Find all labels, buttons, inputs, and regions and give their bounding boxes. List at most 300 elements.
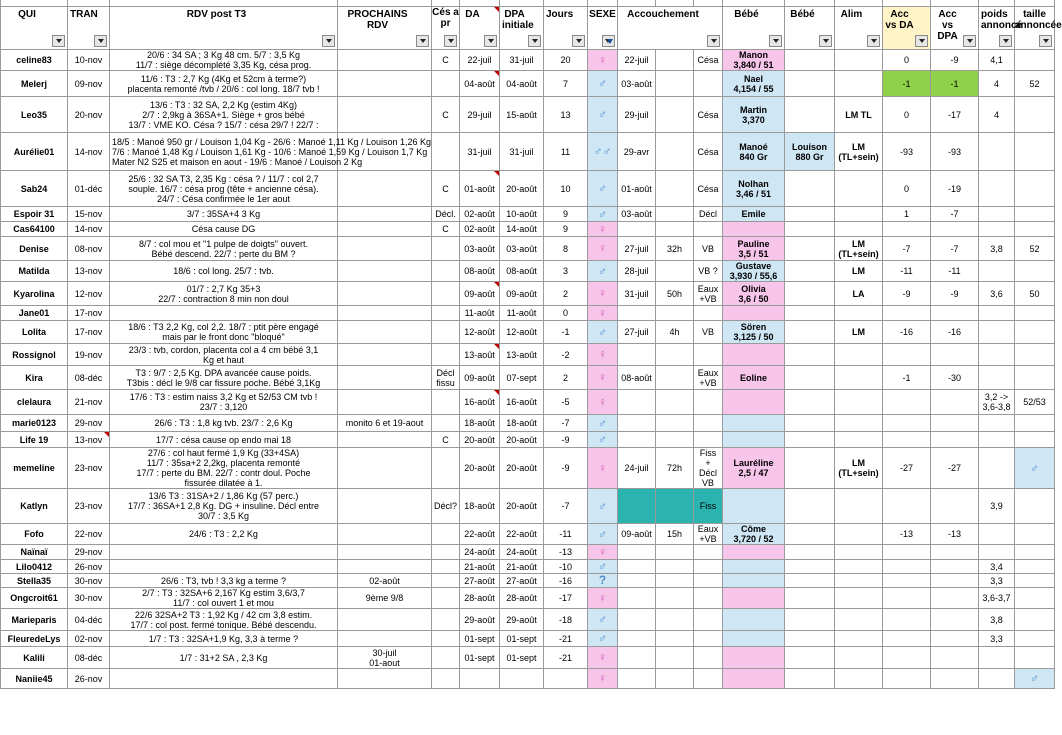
cell-qui[interactable]: Lilo0412 <box>1 560 68 574</box>
cell-jours[interactable]: -17 <box>544 588 588 609</box>
cell-prochains[interactable]: 30-juil 01-aout <box>338 647 432 669</box>
cell-da[interactable]: 31-juil <box>460 133 500 171</box>
cell-ces[interactable] <box>432 588 460 609</box>
cell-alim[interactable] <box>835 560 883 574</box>
cell-alim[interactable] <box>835 415 883 432</box>
cell-acc-type[interactable]: VB <box>694 321 723 344</box>
cell-poids[interactable]: 4 <box>979 97 1015 133</box>
cell-qui[interactable]: Ongcroit61 <box>1 588 68 609</box>
cell-da[interactable]: 13-août <box>460 344 500 366</box>
cell-poids[interactable]: 3,2 -> 3,6-3,8 <box>979 390 1015 415</box>
cell-acc-h[interactable]: 50h <box>656 282 694 306</box>
cell-prochains[interactable] <box>338 489 432 524</box>
cell-taille[interactable] <box>1015 560 1055 574</box>
cell-jours[interactable]: 7 <box>544 71 588 97</box>
cell-poids[interactable]: 3,9 <box>979 489 1015 524</box>
cell-tra[interactable]: 10-nov <box>68 50 110 71</box>
cell-bebe1[interactable] <box>723 432 785 448</box>
cell-jours[interactable]: -9 <box>544 432 588 448</box>
cell-bebe2[interactable] <box>785 588 835 609</box>
cell-taille[interactable]: 52/53 <box>1015 390 1055 415</box>
cell-acc-type[interactable]: Fiss + Décl VB <box>694 448 723 489</box>
cell-acc-h[interactable]: 32h <box>656 237 694 261</box>
cell-rdv[interactable] <box>110 545 338 560</box>
cell-alim[interactable] <box>835 631 883 647</box>
cell-acc-da[interactable]: 0 <box>883 171 931 207</box>
cell-bebe2[interactable] <box>785 237 835 261</box>
cell-acc-da[interactable] <box>883 560 931 574</box>
cell-rdv[interactable]: 13/6 : T3 : 32 SA, 2,2 Kg (estim 4Kg) 2/7 : 2,9kg à 36SA+1. Siège + gros bébé 13/7 : VME KO. Césa ? 15/7 : césa 29/7 ! 22/7 : <box>110 97 338 133</box>
cell-poids[interactable] <box>979 207 1015 222</box>
cell-tra[interactable]: 23-nov <box>68 489 110 524</box>
cell-sexe[interactable] <box>588 647 618 669</box>
cell-acc-da[interactable]: 0 <box>883 50 931 71</box>
cell-acc-date[interactable]: 27-juil <box>618 237 656 261</box>
cell-qui[interactable]: Aurélie01 <box>1 133 68 171</box>
cell-jours[interactable]: -21 <box>544 647 588 669</box>
cell-bebe1[interactable] <box>723 669 785 689</box>
cell-tra[interactable]: 29-nov <box>68 415 110 432</box>
cell-prochains[interactable] <box>338 609 432 631</box>
cell-rdv[interactable]: 18/5 : Manoé 950 gr / Louison 1,04 Kg - 26/6 : Manoé 1,11 Kg / Louison 1,26 Kg 7/6 : Manoé 1,48 Kg / Louison 1,61 Kg - 10/6 : Manoé 1,59 Kg / Louison 1,7 Kg Mater N2 S25 et maison en aout - 19/6 : Manoé / Louison 2 Kg <box>110 133 338 171</box>
cell-rdv[interactable]: 8/7 : col mou et "1 pulpe de doigts" ouvert. Bébé descend. 22/7 : perte du BM ? <box>110 237 338 261</box>
cell-poids[interactable] <box>979 415 1015 432</box>
cell-dpa[interactable]: 22-août <box>500 524 544 545</box>
cell-alim[interactable] <box>835 588 883 609</box>
cell-alim[interactable] <box>835 71 883 97</box>
cell-alim[interactable] <box>835 366 883 390</box>
cell-tra[interactable]: 14-nov <box>68 222 110 237</box>
cell-ces[interactable] <box>432 574 460 588</box>
cell-sexe[interactable] <box>588 321 618 344</box>
cell-alim[interactable]: LM (TL+sein) <box>835 237 883 261</box>
cell-sexe[interactable] <box>588 560 618 574</box>
cell-tra[interactable]: 30-nov <box>68 574 110 588</box>
cell-acc-dpa[interactable] <box>931 588 979 609</box>
cell-bebe2[interactable] <box>785 261 835 282</box>
cell-qui[interactable]: Matilda <box>1 261 68 282</box>
cell-prochains[interactable] <box>338 237 432 261</box>
cell-acc-type[interactable] <box>694 432 723 448</box>
cell-acc-da[interactable] <box>883 588 931 609</box>
filter-dropdown-bebe1[interactable] <box>769 35 782 47</box>
cell-taille[interactable] <box>1015 524 1055 545</box>
cell-acc-type[interactable]: Eaux +VB <box>694 282 723 306</box>
cell-taille[interactable] <box>1015 609 1055 631</box>
cell-rdv[interactable]: 1/7 : 31+2 SA , 2,3 Kg <box>110 647 338 669</box>
cell-alim[interactable] <box>835 390 883 415</box>
cell-acc-type[interactable]: VB ? <box>694 261 723 282</box>
cell-ces[interactable]: Décl fissu <box>432 366 460 390</box>
cell-poids[interactable]: 3,8 <box>979 237 1015 261</box>
cell-acc-h[interactable] <box>656 432 694 448</box>
cell-alim[interactable] <box>835 647 883 669</box>
cell-acc-da[interactable] <box>883 489 931 524</box>
cell-rdv[interactable]: 26/6 : T3 : 1,8 kg tvb. 23/7 : 2,6 Kg <box>110 415 338 432</box>
cell-bebe1[interactable] <box>723 574 785 588</box>
cell-da[interactable]: 02-août <box>460 222 500 237</box>
cell-poids[interactable] <box>979 306 1015 321</box>
cell-qui[interactable]: Jane01 <box>1 306 68 321</box>
cell-acc-date[interactable]: 03-août <box>618 71 656 97</box>
cell-prochains[interactable] <box>338 171 432 207</box>
cell-bebe2[interactable] <box>785 321 835 344</box>
cell-bebe1[interactable]: Nael 4,154 / 55 <box>723 71 785 97</box>
filter-active-sexe[interactable] <box>602 35 615 47</box>
cell-acc-date[interactable] <box>618 609 656 631</box>
cell-acc-da[interactable] <box>883 306 931 321</box>
cell-qui[interactable]: Naïnaï <box>1 545 68 560</box>
cell-ces[interactable] <box>432 415 460 432</box>
cell-acc-h[interactable] <box>656 588 694 609</box>
cell-tra[interactable]: 04-déc <box>68 609 110 631</box>
cell-qui[interactable]: FleuredeLys <box>1 631 68 647</box>
cell-acc-da[interactable]: -1 <box>883 71 931 97</box>
cell-alim[interactable]: LM TL <box>835 97 883 133</box>
cell-da[interactable]: 22-août <box>460 524 500 545</box>
cell-acc-da[interactable] <box>883 609 931 631</box>
cell-taille[interactable] <box>1015 366 1055 390</box>
cell-dpa[interactable] <box>500 669 544 689</box>
cell-acc-type[interactable]: Césa <box>694 133 723 171</box>
cell-da[interactable]: 01-sept <box>460 631 500 647</box>
cell-taille[interactable] <box>1015 207 1055 222</box>
cell-acc-date[interactable] <box>618 222 656 237</box>
cell-acc-h[interactable] <box>656 133 694 171</box>
cell-da[interactable]: 18-août <box>460 489 500 524</box>
cell-ces[interactable]: Décl. <box>432 207 460 222</box>
cell-acc-da[interactable] <box>883 631 931 647</box>
cell-sexe[interactable] <box>588 306 618 321</box>
cell-dpa[interactable]: 08-août <box>500 261 544 282</box>
cell-rdv[interactable]: 11/6 : T3 : 2,7 Kg (4Kg et 52cm à terme?) placenta remonté /tvb / 20/6 : col long. 18/7 tvb ! <box>110 71 338 97</box>
cell-rdv[interactable]: 20/6 : 34 SA ; 3 Kg 48 cm. 5/7 : 3,5 Kg 11/7 : siège décomplété 3,35 Kg, césa prog. <box>110 50 338 71</box>
cell-acc-h[interactable] <box>656 366 694 390</box>
cell-rdv[interactable]: 22/6 32SA+2 T3 : 1,92 Kg / 42 cm 3,8 estim. 17/7 : col post. fermé tonique. Bébé descendu. <box>110 609 338 631</box>
cell-taille[interactable] <box>1015 97 1055 133</box>
cell-dpa[interactable]: 13-août <box>500 344 544 366</box>
cell-bebe1[interactable] <box>723 588 785 609</box>
cell-qui[interactable]: marie0123 <box>1 415 68 432</box>
cell-dpa[interactable]: 31-juil <box>500 50 544 71</box>
cell-acc-dpa[interactable]: -27 <box>931 448 979 489</box>
cell-acc-dpa[interactable]: -19 <box>931 171 979 207</box>
cell-ces[interactable]: C <box>432 97 460 133</box>
cell-rdv[interactable]: 2/7 : T3 : 32SA+6 2,167 Kg estim 3,6/3,7 11/7 : col ouvert 1 et mou <box>110 588 338 609</box>
cell-bebe1[interactable]: Sören 3,125 / 50 <box>723 321 785 344</box>
cell-acc-da[interactable] <box>883 432 931 448</box>
filter-dropdown-dpa[interactable] <box>528 35 541 47</box>
cell-acc-dpa[interactable]: -30 <box>931 366 979 390</box>
cell-poids[interactable] <box>979 524 1015 545</box>
cell-acc-da[interactable]: -7 <box>883 237 931 261</box>
cell-poids[interactable] <box>979 344 1015 366</box>
cell-poids[interactable]: 3,3 <box>979 574 1015 588</box>
cell-dpa[interactable]: 11-août <box>500 306 544 321</box>
cell-dpa[interactable]: 21-août <box>500 560 544 574</box>
cell-bebe1[interactable] <box>723 647 785 669</box>
cell-dpa[interactable]: 27-août <box>500 574 544 588</box>
cell-sexe[interactable] <box>588 390 618 415</box>
cell-qui[interactable]: Espoir 31 <box>1 207 68 222</box>
cell-acc-da[interactable]: 0 <box>883 97 931 133</box>
cell-prochains[interactable] <box>338 560 432 574</box>
cell-qui[interactable]: Denise <box>1 237 68 261</box>
cell-dpa[interactable]: 28-août <box>500 588 544 609</box>
cell-dpa[interactable]: 20-août <box>500 432 544 448</box>
cell-tra[interactable]: 12-nov <box>68 282 110 306</box>
cell-sexe[interactable] <box>588 669 618 689</box>
cell-rdv[interactable]: 17/6 : T3 : estim naiss 3,2 Kg et 52/53 CM tvb ! 23/7 : 3,120 <box>110 390 338 415</box>
filter-dropdown-acc-dpa[interactable] <box>963 35 976 47</box>
cell-acc-dpa[interactable] <box>931 390 979 415</box>
cell-alim[interactable] <box>835 432 883 448</box>
cell-acc-dpa[interactable]: -7 <box>931 207 979 222</box>
cell-da[interactable]: 02-août <box>460 207 500 222</box>
cell-rdv[interactable]: 24/6 : T3 : 2,2 Kg <box>110 524 338 545</box>
cell-bebe2[interactable] <box>785 171 835 207</box>
cell-tra[interactable]: 08-déc <box>68 366 110 390</box>
cell-acc-da[interactable] <box>883 390 931 415</box>
cell-jours[interactable]: 13 <box>544 97 588 133</box>
cell-acc-date[interactable]: 24-juil <box>618 448 656 489</box>
cell-sexe[interactable] <box>588 50 618 71</box>
cell-tra[interactable]: 23-nov <box>68 448 110 489</box>
cell-acc-h[interactable] <box>656 647 694 669</box>
cell-poids[interactable]: 3,8 <box>979 609 1015 631</box>
cell-ces[interactable]: Décl? <box>432 489 460 524</box>
cell-qui[interactable]: Naniie45 <box>1 669 68 689</box>
cell-taille[interactable] <box>1015 669 1055 689</box>
cell-acc-dpa[interactable] <box>931 560 979 574</box>
cell-poids[interactable] <box>979 432 1015 448</box>
cell-sexe[interactable] <box>588 133 618 171</box>
cell-prochains[interactable] <box>338 669 432 689</box>
cell-acc-date[interactable] <box>618 631 656 647</box>
cell-qui[interactable]: Lolita <box>1 321 68 344</box>
cell-taille[interactable] <box>1015 171 1055 207</box>
cell-tra[interactable]: 09-nov <box>68 71 110 97</box>
cell-dpa[interactable]: 12-août <box>500 321 544 344</box>
cell-ces[interactable] <box>432 261 460 282</box>
cell-dpa[interactable]: 01-sept <box>500 631 544 647</box>
cell-alim[interactable] <box>835 207 883 222</box>
cell-alim[interactable]: LM (TL+sein) <box>835 133 883 171</box>
cell-dpa[interactable]: 07-sept <box>500 366 544 390</box>
cell-da[interactable]: 21-août <box>460 560 500 574</box>
cell-taille[interactable] <box>1015 321 1055 344</box>
cell-prochains[interactable] <box>338 321 432 344</box>
cell-da[interactable]: 29-juil <box>460 97 500 133</box>
cell-poids[interactable] <box>979 448 1015 489</box>
cell-acc-dpa[interactable] <box>931 489 979 524</box>
cell-acc-h[interactable] <box>656 171 694 207</box>
cell-taille[interactable]: 52 <box>1015 237 1055 261</box>
cell-poids[interactable] <box>979 669 1015 689</box>
cell-alim[interactable] <box>835 344 883 366</box>
cell-bebe2[interactable] <box>785 489 835 524</box>
cell-rdv[interactable] <box>110 560 338 574</box>
cell-acc-date[interactable]: 27-juil <box>618 321 656 344</box>
cell-bebe2[interactable] <box>785 207 835 222</box>
cell-acc-da[interactable] <box>883 574 931 588</box>
cell-bebe2[interactable] <box>785 306 835 321</box>
cell-acc-h[interactable] <box>656 344 694 366</box>
cell-jours[interactable]: -10 <box>544 560 588 574</box>
cell-ces[interactable] <box>432 321 460 344</box>
cell-tra[interactable]: 26-nov <box>68 560 110 574</box>
cell-acc-dpa[interactable] <box>931 222 979 237</box>
cell-acc-date[interactable]: 09-août <box>618 524 656 545</box>
cell-acc-dpa[interactable]: -1 <box>931 71 979 97</box>
cell-jours[interactable]: -11 <box>544 524 588 545</box>
cell-acc-da[interactable] <box>883 222 931 237</box>
cell-acc-da[interactable]: -1 <box>883 366 931 390</box>
cell-dpa[interactable]: 04-août <box>500 71 544 97</box>
cell-ces[interactable] <box>432 631 460 647</box>
cell-ces[interactable] <box>432 669 460 689</box>
cell-bebe2[interactable] <box>785 390 835 415</box>
cell-prochains[interactable] <box>338 390 432 415</box>
cell-taille[interactable] <box>1015 631 1055 647</box>
cell-bebe2[interactable] <box>785 432 835 448</box>
cell-rdv[interactable]: 25/6 : 32 SA T3, 2,35 Kg : césa ? / 11/7 : col 2,7 souple. 16/7 : césa prog (tête + ancienne césa). 24/7 : Césa confirmée le 1er aout <box>110 171 338 207</box>
cell-qui[interactable]: Kyarolina <box>1 282 68 306</box>
cell-bebe1[interactable]: Martin 3,370 <box>723 97 785 133</box>
cell-alim[interactable] <box>835 574 883 588</box>
cell-da[interactable]: 16-août <box>460 390 500 415</box>
cell-poids[interactable] <box>979 171 1015 207</box>
cell-bebe1[interactable]: Nolhan 3,46 / 51 <box>723 171 785 207</box>
cell-acc-type[interactable]: Césa <box>694 97 723 133</box>
cell-jours[interactable]: 3 <box>544 261 588 282</box>
cell-qui[interactable]: Cas64100 <box>1 222 68 237</box>
cell-acc-da[interactable] <box>883 415 931 432</box>
cell-alim[interactable] <box>835 489 883 524</box>
cell-qui[interactable]: Sab24 <box>1 171 68 207</box>
cell-rdv[interactable]: 3/7 : 35SA+4 3 Kg <box>110 207 338 222</box>
cell-jours[interactable]: -13 <box>544 545 588 560</box>
cell-acc-h[interactable] <box>656 415 694 432</box>
cell-sexe[interactable] <box>588 524 618 545</box>
cell-jours[interactable]: 0 <box>544 306 588 321</box>
cell-prochains[interactable] <box>338 432 432 448</box>
cell-ces[interactable]: C <box>432 171 460 207</box>
cell-sexe[interactable] <box>588 171 618 207</box>
cell-rdv[interactable]: 18/6 : col long. 25/7 : tvb. <box>110 261 338 282</box>
cell-sexe[interactable] <box>588 97 618 133</box>
cell-acc-type[interactable] <box>694 390 723 415</box>
cell-jours[interactable]: 2 <box>544 366 588 390</box>
cell-acc-h[interactable] <box>656 261 694 282</box>
cell-dpa[interactable]: 29-août <box>500 609 544 631</box>
cell-alim[interactable] <box>835 50 883 71</box>
cell-sexe[interactable] <box>588 588 618 609</box>
cell-bebe1[interactable]: Lauréline 2,5 / 47 <box>723 448 785 489</box>
cell-acc-date[interactable] <box>618 415 656 432</box>
cell-tra[interactable]: 14-nov <box>68 133 110 171</box>
cell-ces[interactable] <box>432 237 460 261</box>
cell-acc-dpa[interactable]: -7 <box>931 237 979 261</box>
cell-taille[interactable] <box>1015 261 1055 282</box>
cell-bebe2[interactable] <box>785 574 835 588</box>
cell-sexe[interactable] <box>588 432 618 448</box>
cell-alim[interactable] <box>835 609 883 631</box>
cell-qui[interactable]: celine83 <box>1 50 68 71</box>
cell-acc-date[interactable] <box>618 489 656 524</box>
cell-acc-date[interactable]: 31-juil <box>618 282 656 306</box>
cell-jours[interactable]: -16 <box>544 574 588 588</box>
sort-dropdown-da[interactable] <box>484 35 497 47</box>
cell-da[interactable]: 01-sept <box>460 647 500 669</box>
cell-acc-type[interactable]: Fiss <box>694 489 723 524</box>
cell-jours[interactable]: -21 <box>544 631 588 647</box>
cell-sexe[interactable] <box>588 631 618 647</box>
cell-poids[interactable]: 4 <box>979 71 1015 97</box>
cell-prochains[interactable] <box>338 366 432 390</box>
cell-dpa[interactable]: 24-août <box>500 545 544 560</box>
cell-acc-type[interactable] <box>694 71 723 97</box>
cell-rdv[interactable]: Césa cause DG <box>110 222 338 237</box>
cell-acc-da[interactable]: -93 <box>883 133 931 171</box>
cell-bebe2[interactable] <box>785 560 835 574</box>
cell-bebe1[interactable] <box>723 489 785 524</box>
cell-tra[interactable]: 20-nov <box>68 97 110 133</box>
cell-dpa[interactable]: 16-août <box>500 390 544 415</box>
cell-acc-dpa[interactable]: -13 <box>931 524 979 545</box>
cell-da[interactable]: 28-août <box>460 588 500 609</box>
cell-taille[interactable] <box>1015 432 1055 448</box>
filter-dropdown-acc-da[interactable] <box>915 35 928 47</box>
cell-acc-date[interactable] <box>618 560 656 574</box>
cell-ces[interactable]: C <box>432 432 460 448</box>
cell-poids[interactable] <box>979 366 1015 390</box>
cell-alim[interactable] <box>835 306 883 321</box>
cell-acc-da[interactable] <box>883 669 931 689</box>
filter-dropdown-poids[interactable] <box>999 35 1012 47</box>
cell-acc-da[interactable] <box>883 545 931 560</box>
cell-acc-date[interactable]: 29-juil <box>618 97 656 133</box>
cell-bebe1[interactable] <box>723 415 785 432</box>
cell-acc-date[interactable]: 01-août <box>618 171 656 207</box>
cell-alim[interactable]: LM <box>835 261 883 282</box>
cell-poids[interactable] <box>979 222 1015 237</box>
cell-acc-h[interactable] <box>656 390 694 415</box>
cell-alim[interactable] <box>835 524 883 545</box>
cell-acc-date[interactable]: 08-août <box>618 366 656 390</box>
cell-da[interactable]: 08-août <box>460 261 500 282</box>
cell-da[interactable]: 04-août <box>460 71 500 97</box>
cell-acc-dpa[interactable]: -17 <box>931 97 979 133</box>
cell-ces[interactable]: C <box>432 50 460 71</box>
cell-acc-type[interactable] <box>694 669 723 689</box>
cell-bebe2[interactable] <box>785 545 835 560</box>
cell-bebe2[interactable] <box>785 669 835 689</box>
cell-acc-h[interactable] <box>656 545 694 560</box>
cell-bebe2[interactable] <box>785 282 835 306</box>
cell-alim[interactable]: LM <box>835 321 883 344</box>
cell-jours[interactable]: -18 <box>544 609 588 631</box>
cell-sexe[interactable] <box>588 344 618 366</box>
cell-bebe2[interactable] <box>785 448 835 489</box>
cell-da[interactable]: 03-août <box>460 237 500 261</box>
cell-acc-da[interactable]: -27 <box>883 448 931 489</box>
cell-alim[interactable] <box>835 545 883 560</box>
cell-sexe[interactable] <box>588 222 618 237</box>
cell-jours[interactable]: 8 <box>544 237 588 261</box>
filter-dropdown-tra[interactable] <box>94 35 107 47</box>
cell-ces[interactable]: C <box>432 222 460 237</box>
